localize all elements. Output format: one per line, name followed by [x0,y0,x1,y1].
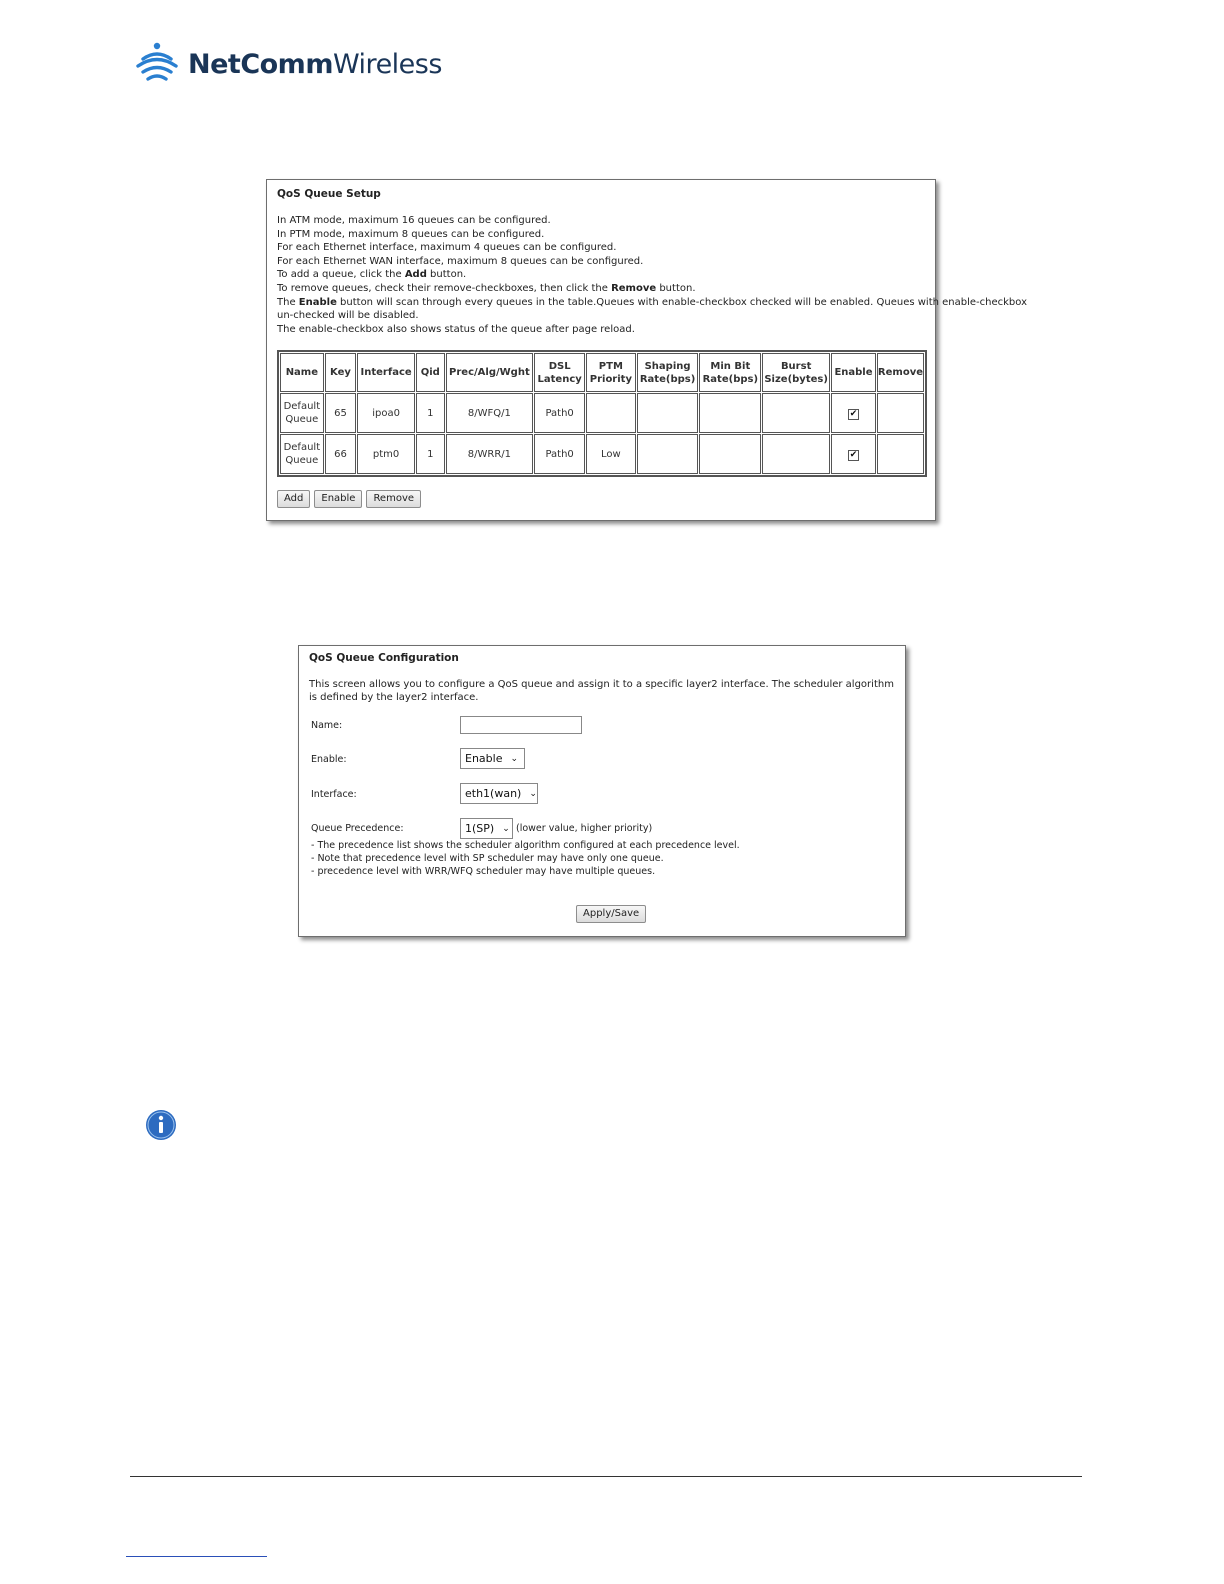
cell-ptm [586,393,636,433]
cell-minbit [699,434,761,474]
col-text: Rate(bps) [702,373,759,385]
precedence-label: Queue Precedence: [311,823,404,834]
table-row [280,393,924,433]
cell-name [280,434,324,474]
interface-label: Interface: [311,789,357,800]
col-remove: Remove [877,353,924,392]
name-label: Name: [311,720,343,731]
desc-text: To add a queue, click the [277,269,405,281]
apply-save-button[interactable]: Apply/Save [576,905,646,923]
enable-select-value: Enable [465,752,503,765]
enable-label: Enable: [311,754,347,765]
cell-remove [877,434,924,474]
cell-qid: 1 [416,434,445,474]
desc-text: button. [656,282,696,294]
col-enable: Enable [831,353,876,392]
enable-checkbox[interactable]: ✔ [849,408,858,419]
chevron-down-icon: ⌄ [510,753,519,764]
brand-wordmark [188,49,442,80]
footer-link-underline[interactable] [126,1556,267,1557]
interface-select-wrap [460,783,538,804]
cell-enable [831,434,876,474]
desc-text: button will scan through every queues in the table.Queues with enable-checkbox checked will be enabled. Queues with enable-checkbox [336,296,1027,308]
col-shaping-rate [637,353,699,392]
config-title: QoS Queue Configuration [309,652,459,664]
enable-button[interactable]: Enable [314,490,362,508]
desc-line [277,296,1027,310]
col-text: Min Bit [710,360,751,372]
cell-key: 65 [325,393,357,433]
cell-remove [877,393,924,433]
cell-ptm: Low [586,434,636,474]
wifi-logo-icon [134,41,180,87]
precedence-select-value: 1(SP) [465,822,495,835]
col-dsl-latency [534,353,585,392]
col-burst-size [762,353,830,392]
col-interface: Interface [357,353,415,392]
chevron-down-icon: ⌄ [502,823,510,834]
desc-line: The enable-checkbox also shows status of the queue after page reload. [277,323,635,335]
cell-text: Queue [285,455,319,466]
cell-burst [762,434,830,474]
desc-text: The [277,296,299,308]
qos-queue-setup-panel [266,179,1027,521]
desc-bold: Enable [298,296,337,308]
precedence-hint: (lower value, higher priority) [516,823,653,834]
interface-select-value: eth1(wan) [465,787,522,800]
col-name: Name [280,353,324,392]
cell-prec: 8/WFQ/1 [446,393,534,433]
desc-bold: Add [404,269,427,281]
cell-text: Queue [285,414,319,425]
col-min-bit-rate [699,353,761,392]
col-qid: Qid [416,353,445,392]
remove-button[interactable]: Remove [366,490,421,508]
col-text: PTM [598,360,623,372]
desc-line: In PTM mode, maximum 8 queues can be configured. [277,228,545,240]
cell-shaping [637,393,699,433]
cell-enable [831,393,876,433]
cell-interface: ipoa0 [357,393,415,433]
desc-line: For each Ethernet WAN interface, maximum 8 queues can be configured. [277,255,644,267]
interface-select[interactable] [460,783,538,804]
enable-select[interactable] [460,748,525,769]
cell-dsl: Path0 [534,393,585,433]
cell-key: 66 [325,434,357,474]
desc-line [277,268,927,282]
col-key: Key [325,353,357,392]
col-text: Latency [537,373,582,385]
desc-line: For each Ethernet interface, maximum 4 queues can be configured. [277,242,617,254]
col-prec: Prec/Alg/Wght [446,353,534,392]
qos-queue-config-panel [298,645,906,937]
precedence-note: - Note that precedence level with SP scheduler may have only one queue. [311,853,664,864]
brand-part2: Wireless [332,48,442,80]
col-text: Shaping [644,360,691,372]
info-icon [145,1109,177,1141]
brand-part1: NetComm [188,48,333,80]
desc-text: To remove queues, check their remove-checkboxes, then click the [277,282,612,294]
cell-shaping [637,434,699,474]
precedence-note: - precedence level with WRR/WFQ scheduler may have multiple queues. [311,866,656,877]
cell-name [280,393,324,433]
cell-burst [762,393,830,433]
add-button[interactable]: Add [277,490,310,508]
cell-interface: ptm0 [357,434,415,474]
precedence-note: - The precedence list shows the scheduler algorithm configured at each precedence level. [311,840,740,851]
desc-text: button. [426,269,467,281]
desc-line [277,282,927,296]
desc-line: In ATM mode, maximum 16 queues can be configured. [277,215,551,226]
enable-checkbox[interactable]: ✔ [849,449,858,460]
queue-table [277,350,927,477]
name-field-wrap [460,716,582,734]
setup-button-row [277,490,421,508]
col-text: Priority [589,373,632,385]
cell-prec: 8/WRR/1 [446,434,534,474]
netcomm-logo [134,40,442,88]
enable-select-wrap [460,748,525,769]
cell-dsl: Path0 [534,434,585,474]
cell-text: Default [283,401,321,412]
name-input[interactable] [460,716,582,734]
table-header-row [280,353,924,392]
precedence-select-wrap [460,818,513,839]
chevron-down-icon: ⌄ [529,788,537,799]
col-ptm-priority [586,353,636,392]
desc-bold: Remove [611,282,657,294]
cell-text: Default [283,442,321,453]
setup-description [277,214,1027,336]
desc-line: un-checked will be disabled. [277,310,419,322]
config-description: This screen allows you to configure a QoS queue and assign it to a specific layer2 interface. The scheduler algorithm is defined by the layer2 interface. [309,679,894,703]
col-text: DSL [548,360,571,372]
cell-qid: 1 [416,393,445,433]
col-text: Rate(bps) [639,373,696,385]
setup-title: QoS Queue Setup [277,188,381,200]
col-text: Burst [780,360,812,372]
footer-divider [130,1476,1082,1477]
col-text: Size(bytes) [764,373,828,385]
precedence-select[interactable] [460,818,513,839]
table-row [280,434,924,474]
cell-minbit [699,393,761,433]
